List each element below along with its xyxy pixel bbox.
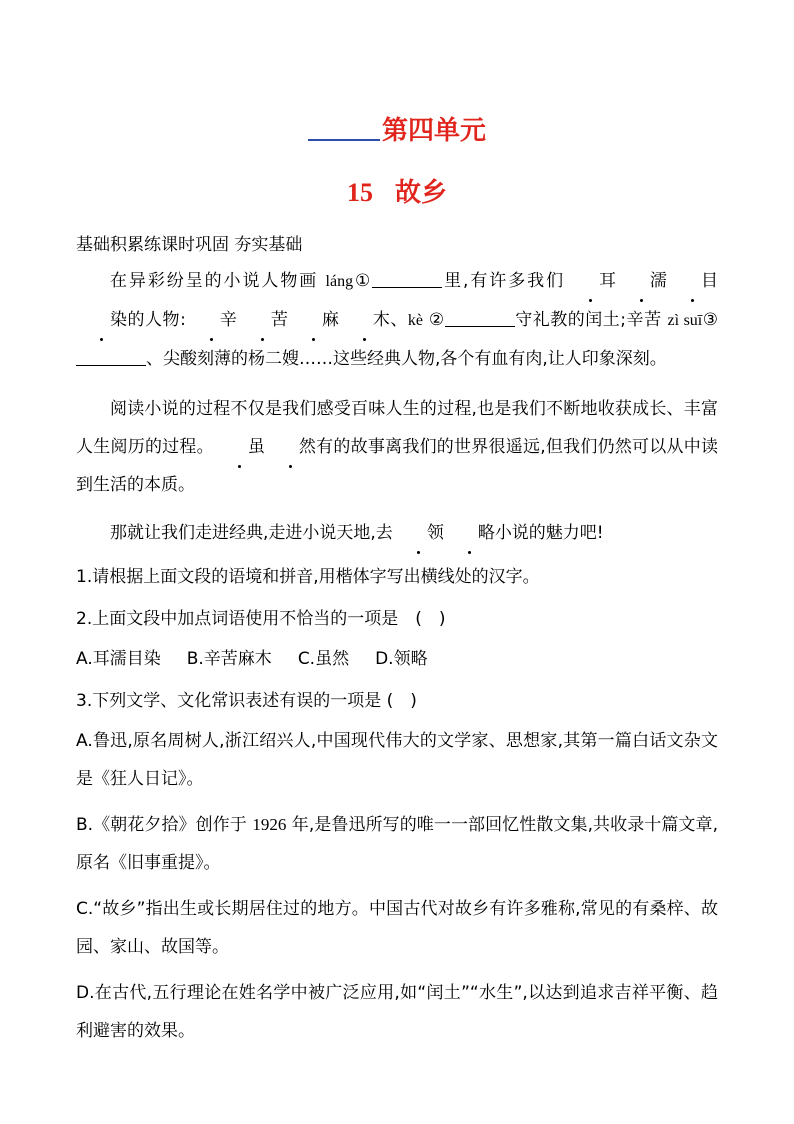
text: 年,是鲁迅所写的唯一一部回忆性散文集,共收录十篇文章,原名《旧事重提》。 xyxy=(76,815,718,873)
pinyin: láng xyxy=(325,273,354,290)
lesson-title xyxy=(76,172,718,209)
question-3-option-c[interactable]: C.“故乡”指出生或长期居住过的地方。中国古代对故乡有许多雅称,常见的有桑梓、故园、家山、故国等。 xyxy=(76,899,718,957)
text: 里,有许多我们 xyxy=(442,271,566,291)
unit-heading xyxy=(76,110,718,147)
pinyin: kè xyxy=(407,312,423,329)
dotted-char: 木 xyxy=(339,301,390,339)
dotted-char: 然 xyxy=(265,428,316,466)
text: 有的故事离我们的世界很遥远,但我们仍然可以从中读到生活的本质。 xyxy=(76,437,719,495)
blank-marker: ③ xyxy=(702,310,719,330)
dotted-char: 麻 xyxy=(288,301,339,339)
text: 守礼教的闰土;辛苦 xyxy=(514,310,668,330)
text: 、尖酸刻薄的杨二嫂……这些经典人物,各个有血有肉,让人印象深刻。 xyxy=(146,349,667,369)
lesson-name: 故乡 xyxy=(394,178,447,208)
text: 的人物: xyxy=(127,310,186,330)
answer-blank-3[interactable] xyxy=(76,347,146,366)
text: 、 xyxy=(389,310,408,330)
dotted-char: 略 xyxy=(444,514,495,552)
question-3-option-d[interactable]: D.在古代,五行理论在姓名学中被广泛应用,如“闰土”“水生”,以达到追求吉祥平衡、趋利避害的效果。 xyxy=(76,983,718,1041)
passage-paragraph-3 xyxy=(76,514,718,552)
option-a[interactable]: A.耳濡目染 xyxy=(76,649,161,669)
text: 阅读小说的过程不仅是我们感受百味人生的过程,也是我们不断地收获成长、丰富人生阅历的过程。 xyxy=(76,399,718,457)
question-1: 1.请根据上面文段的语境和拼音,用楷体字写出横线处的汉字。 xyxy=(76,567,540,587)
dotted-word xyxy=(214,437,316,457)
option-d[interactable]: D.领略 xyxy=(375,649,428,669)
question-2-options xyxy=(76,640,718,678)
pinyin: zì suī xyxy=(667,312,703,329)
question-3-option-a[interactable]: A.鲁迅,原名周树人,浙江绍兴人,中国现代伟大的文学家、思想家,其第一篇白话文杂文是《狂人日记》。 xyxy=(76,731,718,789)
dotted-char: 领 xyxy=(393,514,444,552)
dotted-word xyxy=(186,310,390,330)
dotted-char: 目 xyxy=(667,262,718,300)
dotted-char: 濡 xyxy=(616,262,667,300)
question-2: 2.上面文段中加点词语使用不恰当的一项是 ( ) xyxy=(76,609,446,629)
dotted-word xyxy=(393,523,495,543)
year: 1926 xyxy=(252,815,287,834)
answer-blank-1[interactable] xyxy=(372,269,442,288)
question-3: 3.下列文学、文化常识表述有误的一项是 ( ) xyxy=(76,691,417,711)
passage-paragraph-2 xyxy=(76,390,718,504)
blank-marker: ② xyxy=(428,310,445,330)
blank-marker: ① xyxy=(353,271,373,291)
text: 在异彩纷呈的小说人物画 xyxy=(110,271,326,291)
dotted-char: 染 xyxy=(76,301,127,339)
option-c[interactable]: C.虽然 xyxy=(297,649,350,669)
text: 小说的魅力吧! xyxy=(494,523,604,543)
passage-paragraph-1 xyxy=(76,262,718,378)
text: 那就让我们走进经典,走进小说天地,去 xyxy=(110,523,393,543)
unit-title: 第四单元 xyxy=(381,116,486,146)
question-3-option-b[interactable] xyxy=(76,806,718,882)
answer-blank-2[interactable] xyxy=(445,308,515,327)
text: B.《朝花夕拾》创作于 xyxy=(76,815,253,835)
dotted-char: 虽 xyxy=(214,428,265,466)
option-b[interactable]: B.辛苦麻木 xyxy=(186,649,272,669)
dotted-char: 耳 xyxy=(565,262,616,300)
dotted-char: 辛 xyxy=(186,301,237,339)
lesson-number: 15 xyxy=(346,178,373,207)
section-heading: 基础积累练课时巩固 夯实基础 xyxy=(76,235,303,255)
dotted-char: 苦 xyxy=(237,301,288,339)
unit-underline xyxy=(308,139,380,141)
